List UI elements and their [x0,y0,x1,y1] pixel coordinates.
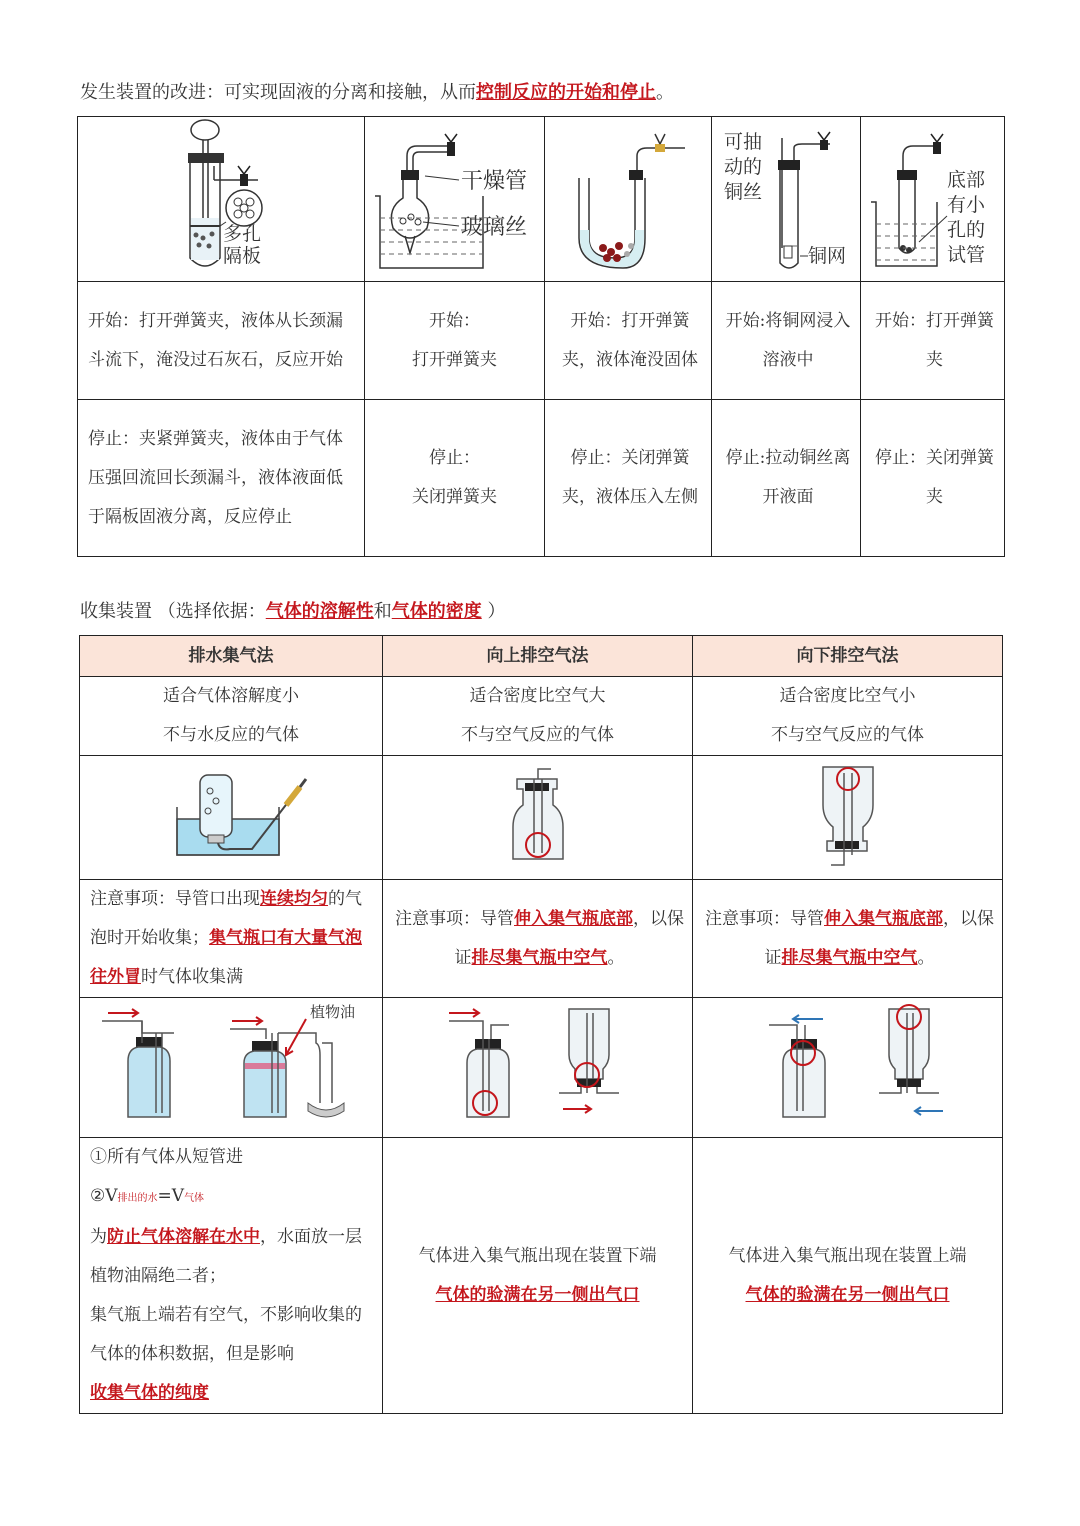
image-row [78,117,1005,282]
vegetable-oil-label: 植物油 [310,1002,356,1021]
notes-upward-air: 注意事项：导管伸入集气瓶底部，以保证排尽集气瓶中空气。 [383,880,693,998]
apparatus-u-tube-image [545,118,712,281]
stop-row [78,400,1005,557]
glass-wool-label: 玻璃丝 [461,214,528,240]
apparatus-3-cell [545,117,712,282]
holed-tube-label-1: 底部 [947,168,986,191]
water-displacement-diagram [80,757,383,879]
holed-tube-label-3: 孔的 [947,218,986,241]
generator-table [77,116,1005,557]
start-row [78,282,1005,400]
diagram-row-2 [80,998,1003,1138]
start-cell-4: 开始:将铜网浸入溶液中 [712,282,861,400]
multiuse-bottle-water-diagram [80,999,383,1137]
start-cell-5: 开始：打开弹簧夹 [861,282,1005,400]
suitability-1: 适合气体溶解度小 不与水反应的气体 [80,677,383,756]
section1-title: 发生装置的改进：可实现固液的分离和接触，从而控制反应的开始和停止。 [80,82,674,103]
start-cell-2: 开始： 打开弹簧夹 [365,282,545,400]
downward-air-diagram [693,757,1003,879]
collection-table [79,635,1003,1414]
explanation-downward: 气体进入集气瓶出现在装置上端 气体的验满在另一侧出气口 [693,1138,1003,1414]
header-water-displacement: 排水集气法 [80,636,383,677]
multiuse-bottle-upward-cell [383,998,693,1138]
header-upward-air: 向上排空气法 [383,636,693,677]
stop-cell-2: 停止： 关闭弹簧夹 [365,400,545,557]
multiuse-bottle-downward-cell [693,998,1003,1138]
copper-wire-label-2: 动的 [724,155,763,178]
holed-tube-label-2: 有小 [947,193,986,216]
suitability-2: 适合密度比空气大 不与空气反应的气体 [383,677,693,756]
multiuse-bottle-upward-diagram [383,999,693,1137]
drying-tube-label: 干燥管 [461,168,528,194]
copper-wire-label-1: 可抽 [724,130,763,153]
stop-cell-1: 停止：夹紧弹簧夹，液体由于气体压强回流回长颈漏斗，液体液面低于隔板固液分离，反应停止 [78,400,365,557]
notes-water-displacement: 注意事项：导管口出现连续均匀的气泡时开始收集；集气瓶口有大量气泡往外冒时气体收集满 [80,880,383,998]
diagram-row-1 [80,756,1003,880]
header-downward-air: 向下排空气法 [693,636,1003,677]
perforated-label-1: 多孔 [223,222,262,245]
suitability-3: 适合密度比空气小 不与空气反应的气体 [693,677,1003,756]
apparatus-drying-tube-image [365,118,545,281]
perforated-label-2: 隔板 [223,244,262,267]
stop-cell-5: 停止：关闭弹簧夹 [861,400,1005,557]
apparatus-perforated-plate-image [78,118,365,281]
downward-air-diagram-cell [693,756,1003,880]
apparatus-2-cell [365,117,545,282]
apparatus-4-cell [712,117,861,282]
explanation-water: ①所有气体从短管进 ②V排出的水=V气体 为防止气体溶解在水中，水面放一层植物油隔绝二者； 集气瓶上端若有空气，不影响收集的气体的体积数据，但是影响 收集气体的纯度 [80,1138,383,1414]
explanation-upward: 气体进入集气瓶出现在装置下端 气体的验满在另一侧出气口 [383,1138,693,1414]
start-cell-1: 开始：打开弹簧夹，液体从长颈漏斗流下，淹没过石灰石，反应开始 [78,282,365,400]
stop-cell-3: 停止：关闭弹簧夹，液体压入左侧 [545,400,712,557]
stop-cell-4: 停止:拉动铜丝离开液面 [712,400,861,557]
apparatus-holed-tube-image [861,118,1005,281]
apparatus-1-cell [78,117,365,282]
upward-air-diagram-cell [383,756,693,880]
header-row [80,636,1003,677]
start-cell-3: 开始：打开弹簧夹，液体淹没固体 [545,282,712,400]
explanation-row [80,1138,1003,1414]
multiuse-bottle-downward-diagram [693,999,1003,1137]
multiuse-bottle-water-cell [80,998,383,1138]
holed-tube-label-4: 试管 [947,243,986,266]
notes-downward-air: 注意事项：导管伸入集气瓶底部，以保证排尽集气瓶中空气。 [693,880,1003,998]
copper-mesh-label: 铜网 [808,244,847,267]
water-displacement-diagram-cell [80,756,383,880]
apparatus-5-cell [861,117,1005,282]
suitability-row [80,677,1003,756]
upward-air-diagram [383,757,693,879]
notes-row [80,880,1003,998]
copper-wire-label-3: 铜丝 [724,180,763,203]
apparatus-copper-wire-image [712,118,861,281]
section2-title: 收集装置 （选择依据：气体的溶解性和气体的密度 ） [80,601,506,622]
